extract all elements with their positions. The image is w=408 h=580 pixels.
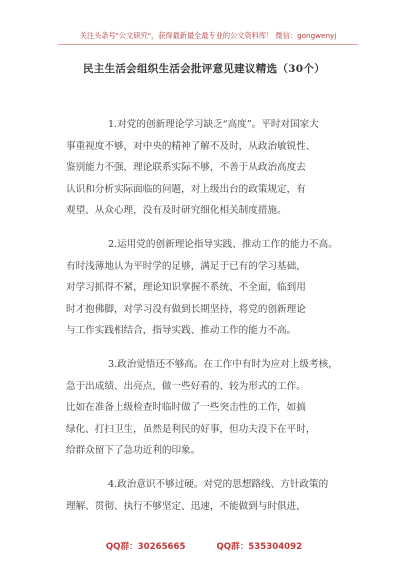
paragraph-1 <box>66 114 342 222</box>
paragraph-line: 事重视度不够，对中央的精神了解不及时，从政治敏锐性、 <box>66 140 316 152</box>
paragraph-line: 1.对党的创新理论学习缺乏“高度”。平时对国家大 <box>108 119 319 130</box>
qq-group-2: QQ群：535304092 <box>216 542 303 552</box>
paragraph-line: 急于出成绩、出亮点，做一些好看的、较为形式的工作。 <box>66 380 306 392</box>
paragraph-3 <box>66 354 342 462</box>
qq-group-1: QQ群：30265665 <box>105 542 186 552</box>
paragraph-line: 比如在准备上级检查时临时做了一些突击性的工作，如搞 <box>66 402 306 413</box>
paragraph-line: 时才抱佛脚，对学习没有做到长期坚持，将党的创新理论 <box>66 303 306 315</box>
paragraph-line: 鉴别能力不强，理论联系实际不够，不善于从政治高度去 <box>66 162 306 173</box>
paragraph-line: 绿化、打扫卫生，虽然是利民的好事，但功夫没下在平时， <box>66 423 316 435</box>
paragraph-2 <box>66 234 342 342</box>
document-title: 民主生活会组织生活会批评意见建议精选（30个） <box>82 63 325 75</box>
paragraph-line: 有时浅薄地认为平时学的足够，满足于已有的学习基础， <box>66 260 306 272</box>
paragraph-line: 认识和分析实际面临的问题，对上级出台的政策规定，有 <box>66 183 306 195</box>
paragraph-line: 2.运用党的创新理论指导实践、推动工作的能力不高。 <box>108 239 338 250</box>
paragraph-line: 对学习抓得不紧，理论知识掌握不系统、不全面，临到用 <box>66 282 306 293</box>
paragraph-line: 与工作实践相结合，指导实践、推动工作的能力不高。 <box>66 325 297 336</box>
paragraph-line: 4.政治意识不够过硬。对党的思想路线、方针政策的 <box>108 479 329 490</box>
paragraph-line: 理解、贯彻、执行不够坚定、迅速，不能做到与时俱进， <box>66 500 306 512</box>
header-banner: 关注头条号"公文研究"，获得最新最全最专业的公文资料库！ 微信：gongwenyj <box>58 28 358 45</box>
footer-contact <box>0 540 408 552</box>
paragraph-line: 观望、从众心理，没有及时研究细化相关制度措施。 <box>66 205 287 216</box>
paragraph-4 <box>66 474 342 517</box>
paragraph-line: 3.政治觉悟还不够高。在工作中有时为应对上级考核， <box>108 359 338 370</box>
paragraph-line: 给群众留下了急功近利的印象。 <box>66 445 201 456</box>
